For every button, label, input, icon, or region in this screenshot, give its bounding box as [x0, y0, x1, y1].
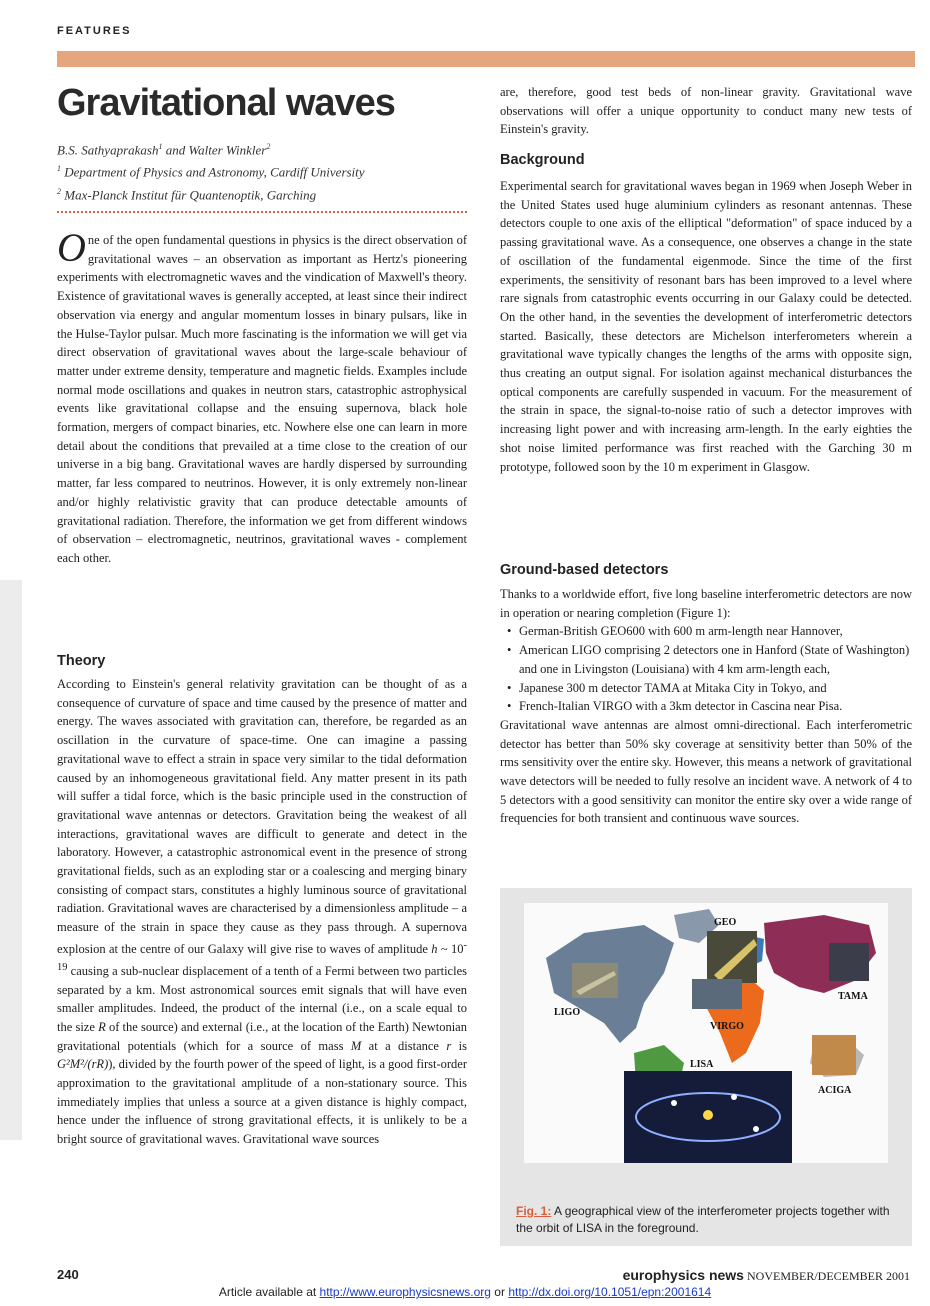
affiliation-1 — [57, 159, 477, 181]
author-b: Walter Winkler — [188, 142, 267, 158]
ground-heading: Ground-based detectors — [500, 562, 669, 578]
figure-1 — [500, 888, 912, 1246]
figure-caption — [516, 1203, 896, 1237]
theory-text-b: causing a sub-nuclear displacement of a tenth of a Fermi between two particles separated by a km. Most astronomical sources emit signals that will have even smaller amplitudes. Indeed, the product of the internal (i.e., on a scale equal to the size — [57, 963, 467, 1034]
theory-text-d: at a distance — [361, 1038, 447, 1053]
list-item: • American LIGO comprising 2 detectors one in Hanford (State of Washington) and one in Livingston (Louisiana) with 4 km arm-length each, — [500, 641, 912, 678]
theory-var-h: h — [431, 942, 438, 956]
author-a: B.S. Sathyaprakash — [57, 142, 159, 158]
theory-text-sim: ~ 10 — [437, 942, 464, 956]
theory-text-e: is — [451, 1038, 467, 1053]
list-item: • German-British GEO600 with 600 m arm-length near Hannover, — [500, 622, 912, 641]
label-geo: GEO — [714, 917, 737, 928]
ground-column — [500, 585, 912, 828]
theory-continuation-paragraph: are, therefore, good test beds of non-linear gravity. Gravitational wave observations will offer a unique opportunity to conduct many new tests of Einstein's gravity. — [500, 85, 912, 137]
list-item: • Japanese 300 m detector TAMA at Mitaka City in Tokyo, and — [500, 679, 912, 698]
author-block — [57, 137, 477, 204]
availability-prefix: Article available at — [218, 1285, 320, 1299]
author-names — [57, 137, 477, 159]
lisa-spacecraft-2 — [731, 1094, 737, 1100]
author-a-sup: 1 — [158, 142, 163, 151]
article-availability — [0, 1285, 930, 1299]
theory-text-a: According to Einstein's general relativity gravitation can be thought of as a consequence of curvature of space and time caused by the presence of matter and energy. The waves associated with gravitation can, therefore, be regarded as an oscillation in the curvature of space-time. One can imagine a passing gravitational wave to effect a strain in space very similar to the tidal deformation caused by an inhomogeneous gravitational field. Any matter present in its path will suffer a tidal force, which is the basic principle used in the construction of gravitational wave antennas or detectors. Gravitation being the weakest of all interactions, gravitational waves are difficult to generate and detect in the laboratory. However, a catastrophic astronomical event in the presence of strong gravitational fields, such as an exploding star or a coalescing and merging binary consisting of compact stars, constitutes a highly luminous source of gravitational radiation. Gravitational waves are characterised by a dimensionless amplitude – a measure of the strain in space they cause as they pass through. A supernova explosion at the centre of our Galaxy will give rise to waves of amplitude — [57, 677, 467, 956]
sun-dot — [703, 1110, 713, 1120]
label-tama: TAMA — [838, 991, 868, 1002]
intro-paragraph: One of the open fundamental questions in physics is the direct observation of gravitational waves – an observation as important as Hertz's pioneering experiments with electromagnetic waves and the vindication of Maxwell's theory. Existence of gravitational waves is generally accepted, at least since their indirect observation via energy and angular momentum losses in binary pulsars, like in the Hulse-Taylor pulsar. Much more fascinating is the information we will get via direct observation of gravitational waves about the large-scale behaviour of matter under extreme density, temperature and magnetic fields. Examples include normal mode oscillations and quakes in neutron stars, catastrophic astrophysical events like gravitational collapse and the ensuing supernova, black hole formation, mergers of compact binaries, etc. Nowhere else one can learn in more detail about the conditions that prevailed at a time close to the creation of our universe in a big bang. Gravitational waves are hardly dispersed by surrounding matter, far less compared to neutrinos. However, it is only extremely non-linear and/or highly relativistic gravity that can produce detectable amounts of gravitational radiation. Therefore, the information we get from different windows of observation – electromagnetic, neutrinos, gravitational waves - complement each other. — [57, 225, 467, 565]
article-title: Gravitational waves — [57, 82, 395, 124]
affiliation-2-text: Max-Planck Institut für Quantenoptik, Garching — [61, 186, 317, 202]
theory-text-f: ), divided by the fourth power of the speed of light, is a good first-order approximation to the gravitational amplitude of a non-stationary source. This immediately implies that unless a source at a given distance is highly compact, hence under the influence of strong gravitational effects, it is unlikely to be a bright source of gravitational waves. Gravitational wave sources — [57, 1057, 467, 1147]
figure-caption-label: Fig. 1: — [516, 1204, 552, 1218]
figure-caption-text: A geographical view of the interferometer projects together with the orbit of LISA in the foreground. — [516, 1204, 890, 1235]
europhysicsnews-link[interactable]: http://www.europhysicsnews.org — [319, 1285, 491, 1299]
affiliation-2-sup: 2 — [57, 186, 61, 196]
theory-column — [57, 675, 467, 1149]
label-lisa: LISA — [690, 1059, 714, 1070]
ground-intro: Thanks to a worldwide effort, five long baseline interferometric detectors are now in operation or nearing completion (Figure 1): — [500, 587, 912, 620]
virgo-photo — [692, 979, 742, 1009]
affiliation-1-sup: 1 — [57, 164, 61, 174]
page-number: 240 — [57, 1267, 79, 1282]
label-ligo: LIGO — [554, 1007, 581, 1018]
theory-var-r: r — [446, 1038, 452, 1053]
lisa-spacecraft-1 — [671, 1100, 677, 1106]
author-b-sup: 2 — [266, 142, 271, 151]
availability-or: or — [490, 1285, 509, 1299]
label-aciga: ACIGA — [818, 1085, 852, 1096]
theory-formula: G²M²/(rR) — [57, 1057, 109, 1072]
journal-name: europhysics news — [622, 1267, 744, 1283]
lisa-spacecraft-3 — [753, 1126, 759, 1132]
journal-footer — [623, 1267, 910, 1284]
aciga-photo — [812, 1035, 856, 1075]
doi-link[interactable]: http://dx.doi.org/10.1051/epn:2001614 — [508, 1285, 712, 1299]
background-heading: Background — [500, 152, 585, 168]
list-item: • French-Italian VIRGO with a 3km detector in Cascina near Pisa. — [500, 697, 912, 716]
header-bar — [57, 51, 915, 67]
background-column — [500, 177, 912, 476]
author-and: and — [162, 142, 189, 158]
intro-column — [57, 225, 467, 568]
world-map-illustration — [524, 903, 888, 1163]
tama-photo — [829, 943, 869, 981]
label-virgo: VIRGO — [710, 1021, 744, 1032]
affiliation-1-text: Department of Physics and Astronomy, Cardiff University — [61, 164, 365, 180]
background-paragraph: Experimental search for gravitational waves began in 1969 when Joseph Weber in the United States used huge aluminium cylinders as resonant antennas. These detectors couple to one axis of the elliptical "deformation" of space induced by a passing gravitational wave. As a consequence, one observes a change in the state of oscillation of the fundamental eigenmode. Since the time of the first experiments, the sensitivity of resonant bars has been improved to a level where rare signals from catastrophic events occurring in our Galaxy could be detected. On the other hand, in the seventies the development of interferometric detectors started. Basically, these detectors are Michelson interferometers wherein a gravitational wave typically changes the lengths of the arms with opposite sign, thus creating an output signal. For isolation against mechanical disturbances the optical components are carefully suspended in vacuum. For the measurement of the strain in space, the signal-to-noise ratio of such a detector improves with increasing light power and with increasing arm-length. In the early eighties the shot noise limited performance was first reached with the Garching 30 m prototype, followed soon by the 10 m experiment in Glasgow. — [500, 179, 912, 474]
section-label: FEATURES — [57, 25, 132, 37]
theory-var-R: R — [98, 1019, 106, 1034]
scan-margin — [0, 580, 22, 1140]
ground-paragraph: Gravitational wave antennas are almost omni-directional. Each interferometric detector has better than 50% sky coverage at sensitivity better than 50% of the rms sensitivity over the entire sky. However, this means a network of gravitational wave detectors will be needed to fully resolve an incident wave. A network of 4 to 5 detectors with a good sensitivity can monitor the entire sky over a wide range of frequencies for both transient and continuous wave sources. — [500, 717, 912, 826]
theory-var-M: M — [350, 1038, 362, 1053]
theory-heading: Theory — [57, 653, 106, 669]
affiliation-2 — [57, 182, 477, 204]
detector-list — [500, 622, 912, 716]
theory-text-c: of the source) and external (i.e., at the location of the Earth) Newtonian gravitational potentials (which for a source of mass — [57, 1019, 467, 1053]
theory-exponent: -19 — [57, 939, 468, 973]
theory-paragraph — [57, 675, 467, 1149]
title-divider — [57, 211, 467, 213]
theory-continuation — [500, 83, 912, 139]
issue-date: NOVEMBER/DECEMBER 2001 — [743, 1269, 910, 1283]
